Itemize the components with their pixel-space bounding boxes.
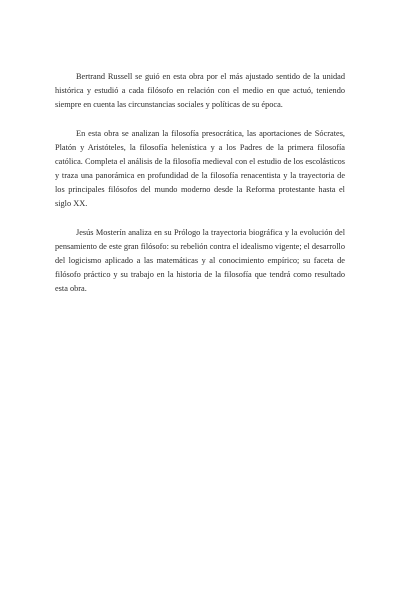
paragraph-1: Bertrand Russell se guió en esta obra por el más ajustado sentido de la unidad histórica y estudió a cada filósofo en relación con el medio en que actuó, teniendo siempre en cuenta las circunstancias sociales y políticas de su época.: [55, 72, 345, 109]
synopsis-text: [55, 70, 345, 311]
paragraph-2: En esta obra se analizan la filosofía presocrática, las aportaciones de Sócrates, Platón y Aristóteles, la filosofía helenística y a los Padres de la primera filosofía católica. Completa el análisis de la filosofía medieval con el estudio de los escolásticos y traza una panorámica en profundidad de la filosofía renacentista y la trayectoria de los principales filósofos del mundo moderno desde la Reforma protestante hasta el siglo XX.: [55, 129, 345, 208]
paragraph-3: Jesús Mosterín analiza en su Prólogo la trayectoria biográfica y la evolución del pensamiento de este gran filósofo: su rebelión contra el idealismo vigente; el desarrollo del logicismo aplicado a las matemáticas y al conocimiento empírico; su faceta de filósofo práctico y su trabajo en la historia de la filosofía que tendrá como resultado esta obra.: [55, 228, 345, 293]
